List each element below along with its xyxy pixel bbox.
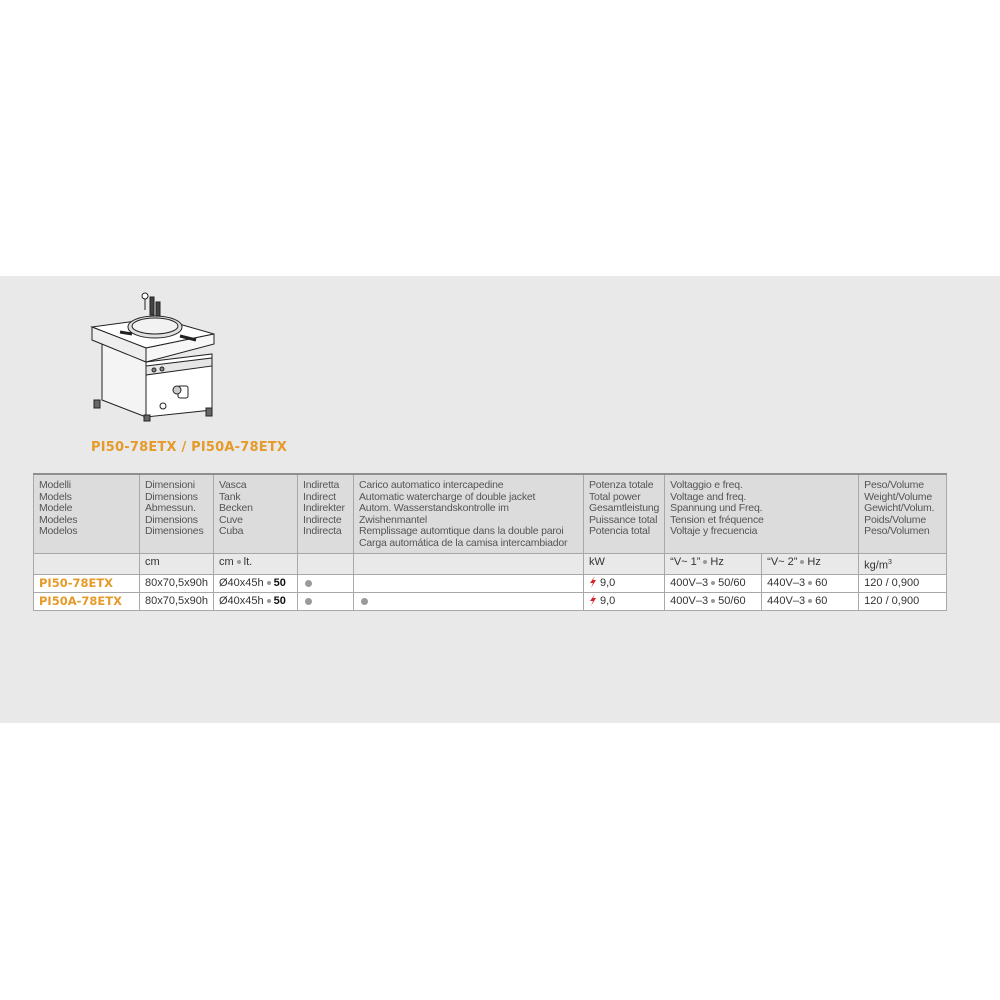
header-row [34, 474, 947, 553]
header-text: Peso/Volume [864, 479, 924, 491]
tank-capacity: 50 [273, 595, 286, 608]
spec-table [33, 473, 947, 611]
unit-weight [859, 553, 947, 575]
header-dimensions [140, 474, 214, 553]
header-text: Gewicht/Volum. [864, 502, 935, 515]
header-text: Carico automatico intercapedine [359, 479, 504, 491]
header-text: Tension et fréquence [670, 513, 764, 526]
header-text: Indirecte [303, 513, 342, 526]
header-text: Indirekter [303, 502, 345, 515]
header-text: Tank [219, 490, 241, 503]
unit-weight-sup: 3 [888, 558, 892, 566]
header-text: Voltaje y frecuencia [670, 525, 758, 538]
v1-value [665, 593, 762, 611]
v2-voltage: 440V–3 [767, 577, 806, 590]
unit-v1-label: “V~ 1” [670, 555, 701, 568]
unit-dimensions: cm [140, 553, 214, 575]
tank-value [214, 593, 298, 611]
unit-tank-lt: lt. [243, 555, 253, 568]
header-text: Puissance total [589, 513, 658, 526]
header-text: Poids/Volume [864, 513, 926, 526]
header-text: Remplissage automtique dans la double paroi [359, 525, 564, 538]
lightning-bolt-icon [589, 576, 597, 588]
v1-hz: 50/60 [718, 577, 746, 590]
unit-v2-label: “V~ 2” [767, 555, 798, 568]
indirect-dot-icon [305, 598, 312, 605]
v1-voltage: 400V–3 [670, 577, 709, 590]
separator-dot-icon [237, 560, 241, 564]
header-tank [214, 474, 298, 553]
power-value [584, 575, 665, 593]
model-name: PI50A-78ETX [34, 593, 140, 611]
header-text: Dimensiones [145, 525, 204, 538]
v2-hz: 60 [815, 577, 828, 590]
weight-value: 120 / 0,900 [859, 575, 947, 593]
separator-dot-icon [808, 581, 812, 585]
autocharge-dot-icon [361, 598, 368, 605]
weight-value: 120 / 0,900 [859, 593, 947, 611]
autocharge-value [354, 593, 584, 611]
unit-v2-hz: Hz [807, 555, 821, 568]
unit-v2 [762, 553, 859, 575]
power-kw: 9,0 [600, 595, 616, 608]
unit-indirect [298, 553, 354, 575]
header-weight [859, 474, 947, 553]
tank-size: Ø40x45h [219, 577, 264, 590]
v1-voltage: 400V–3 [670, 595, 709, 608]
unit-power: kW [584, 553, 665, 575]
header-text: Modelos [39, 525, 78, 538]
unit-tank-cm: cm [219, 555, 234, 568]
indirect-dot-icon [305, 580, 312, 587]
unit-tank [214, 553, 298, 575]
model-name: PI50-78ETX [34, 575, 140, 593]
header-text: Automatic watercharge of double jacket [359, 490, 536, 503]
tank-size: Ø40x45h [219, 595, 264, 608]
header-text: Models [39, 490, 72, 503]
header-text: Indirect [303, 490, 336, 503]
v2-voltage: 440V–3 [767, 595, 806, 608]
separator-dot-icon [711, 599, 715, 603]
header-text: Voltage and freq. [670, 490, 747, 503]
header-text: Total power [589, 490, 641, 503]
indirect-value [298, 593, 354, 611]
header-text: Voltaggio e freq. [670, 479, 743, 491]
header-text: Modelli [39, 479, 71, 491]
tank-capacity: 50 [273, 577, 286, 590]
v1-hz: 50/60 [718, 595, 746, 608]
table-row [34, 593, 947, 611]
header-text: Autom. Wasserstandskontrolle im Zwishenmantel [359, 502, 509, 526]
autocharge-value [354, 575, 584, 593]
header-text: Dimensions [145, 490, 198, 503]
header-text: Dimensions [145, 513, 198, 526]
units-row [34, 553, 947, 575]
v1-value [665, 575, 762, 593]
unit-autocharge [354, 553, 584, 575]
header-text: Potenza totale [589, 479, 654, 491]
dimensions-value: 80x70,5x90h [140, 575, 214, 593]
separator-dot-icon [800, 560, 804, 564]
lightning-bolt-icon [589, 594, 597, 606]
header-voltage [665, 474, 859, 553]
separator-dot-icon [808, 599, 812, 603]
product-title: PI50-78ETX / PI50A-78ETX [91, 440, 288, 455]
header-models [34, 474, 140, 553]
header-text: Peso/Volumen [864, 525, 930, 538]
unit-v1-hz: Hz [710, 555, 724, 568]
power-kw: 9,0 [600, 577, 616, 590]
unit-weight-text: kg/m [864, 559, 888, 572]
header-text: Abmessun. [145, 502, 196, 515]
tank-value [214, 575, 298, 593]
dimensions-value: 80x70,5x90h [140, 593, 214, 611]
header-text: Indirecta [303, 525, 342, 538]
v2-hz: 60 [815, 595, 828, 608]
electric-boiling-pan-icon [80, 282, 220, 422]
header-indirect [298, 474, 354, 553]
header-power [584, 474, 665, 553]
header-text: Becken [219, 502, 253, 515]
separator-dot-icon [267, 581, 271, 585]
header-text: Cuve [219, 513, 243, 526]
power-value [584, 593, 665, 611]
unit-models [34, 553, 140, 575]
indirect-value [298, 575, 354, 593]
separator-dot-icon [267, 599, 271, 603]
v2-value [762, 575, 859, 593]
separator-dot-icon [711, 581, 715, 585]
table-row [34, 575, 947, 593]
header-text: Vasca [219, 479, 247, 491]
header-text: Modeles [39, 513, 78, 526]
header-text: Weight/Volume [864, 490, 932, 503]
v2-value [762, 593, 859, 611]
header-autocharge [354, 474, 584, 553]
unit-v1 [665, 553, 762, 575]
header-text: Cuba [219, 525, 244, 538]
header-text: Indiretta [303, 479, 340, 491]
header-text: Modele [39, 502, 73, 515]
separator-dot-icon [703, 560, 707, 564]
header-text: Gesamtleistung [589, 502, 660, 515]
header-text: Carga automática de la camisa intercambiador [359, 536, 568, 549]
header-text: Spannung und Freq. [670, 502, 763, 515]
header-text: Dimensioni [145, 479, 195, 491]
header-text: Potencia total [589, 525, 650, 538]
